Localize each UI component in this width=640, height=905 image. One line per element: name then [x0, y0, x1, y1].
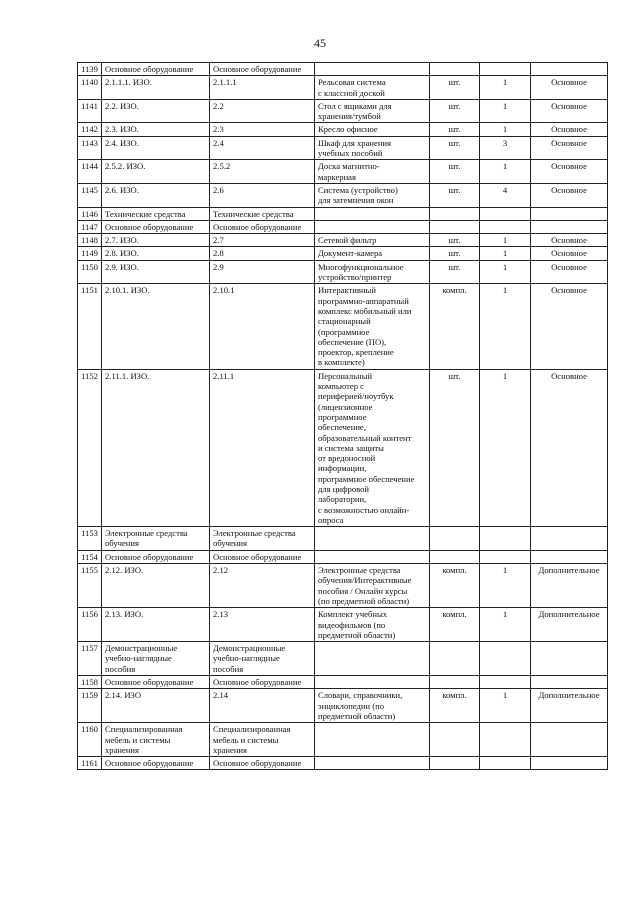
- row-number-cell: 1157: [78, 642, 102, 676]
- table-row: [78, 608, 608, 642]
- item-code-cell: 2.3. ИЗО.: [102, 123, 210, 136]
- unit-of-measure-cell: шт.: [430, 136, 480, 160]
- unit-of-measure-cell: шт.: [430, 160, 480, 184]
- item-code-cell: 2.8. ИЗО.: [102, 247, 210, 260]
- quantity-cell: 1: [480, 608, 531, 642]
- unit-of-measure-cell: [430, 220, 480, 233]
- quantity-cell: 1: [480, 369, 531, 526]
- quantity-cell: 1: [480, 260, 531, 284]
- row-number-cell: 1155: [78, 564, 102, 608]
- equipment-category-cell: Основное: [531, 284, 608, 369]
- item-reference-cell: 2.1.1.1: [210, 76, 315, 100]
- unit-of-measure-cell: шт.: [430, 123, 480, 136]
- item-code-cell: Основное оборудование: [102, 676, 210, 689]
- item-code-cell: Демонстрационные учебно-наглядные пособия: [102, 642, 210, 676]
- row-number-cell: 1140: [78, 76, 102, 100]
- table-row: [78, 527, 608, 551]
- equipment-category-cell: Основное: [531, 136, 608, 160]
- item-name-cell: [315, 550, 430, 563]
- item-code-cell: Основное оборудование: [102, 757, 210, 770]
- equipment-category-cell: Основное: [531, 183, 608, 207]
- item-reference-cell: 2.2: [210, 99, 315, 123]
- item-reference-cell: 2.5.2: [210, 160, 315, 184]
- unit-of-measure-cell: компл.: [430, 564, 480, 608]
- item-reference-cell: 2.14: [210, 689, 315, 723]
- item-code-cell: 2.2. ИЗО.: [102, 99, 210, 123]
- quantity-cell: 3: [480, 136, 531, 160]
- table-row: [78, 757, 608, 770]
- unit-of-measure-cell: компл.: [430, 608, 480, 642]
- table-row: [78, 76, 608, 100]
- row-number-cell: 1144: [78, 160, 102, 184]
- item-reference-cell: 2.7: [210, 234, 315, 247]
- table-row: [78, 369, 608, 526]
- unit-of-measure-cell: [430, 676, 480, 689]
- item-code-cell: Специализированная мебель и системы хранения: [102, 723, 210, 757]
- unit-of-measure-cell: шт.: [430, 260, 480, 284]
- table-row: [78, 183, 608, 207]
- equipment-table: [77, 62, 608, 770]
- row-number-cell: 1147: [78, 220, 102, 233]
- equipment-category-cell: [531, 207, 608, 220]
- item-name-cell: Система (устройство) для затемнения окон: [315, 183, 430, 207]
- row-number-cell: 1150: [78, 260, 102, 284]
- quantity-cell: 1: [480, 123, 531, 136]
- item-code-cell: 2.10.1. ИЗО.: [102, 284, 210, 369]
- quantity-cell: [480, 550, 531, 563]
- table-row: [78, 63, 608, 76]
- quantity-cell: 1: [480, 564, 531, 608]
- quantity-cell: 1: [480, 689, 531, 723]
- quantity-cell: [480, 220, 531, 233]
- row-number-cell: 1151: [78, 284, 102, 369]
- quantity-cell: 1: [480, 284, 531, 369]
- row-number-cell: 1160: [78, 723, 102, 757]
- equipment-category-cell: Основное: [531, 369, 608, 526]
- item-name-cell: Сетевой фильтр: [315, 234, 430, 247]
- quantity-cell: 4: [480, 183, 531, 207]
- equipment-category-cell: Основное: [531, 76, 608, 100]
- table-row: [78, 207, 608, 220]
- item-name-cell: Интерактивный программно-аппаратный комплекс мобильный или стационарный (программное обеспечение (ПО), проектор, крепление в комплекте): [315, 284, 430, 369]
- quantity-cell: 1: [480, 76, 531, 100]
- item-name-cell: Комплект учебных видеофильмов (по предметной области): [315, 608, 430, 642]
- item-code-cell: 2.11.1. ИЗО.: [102, 369, 210, 526]
- table-row: [78, 123, 608, 136]
- item-name-cell: [315, 527, 430, 551]
- page-number: 45: [314, 36, 326, 50]
- row-number-cell: 1158: [78, 676, 102, 689]
- row-number-cell: 1146: [78, 207, 102, 220]
- quantity-cell: 1: [480, 247, 531, 260]
- quantity-cell: [480, 723, 531, 757]
- quantity-cell: [480, 676, 531, 689]
- item-reference-cell: Основное оборудование: [210, 63, 315, 76]
- row-number-cell: 1139: [78, 63, 102, 76]
- row-number-cell: 1152: [78, 369, 102, 526]
- unit-of-measure-cell: шт.: [430, 247, 480, 260]
- table-row: [78, 136, 608, 160]
- quantity-cell: 1: [480, 99, 531, 123]
- item-reference-cell: 2.3: [210, 123, 315, 136]
- table-row: [78, 260, 608, 284]
- item-name-cell: Доска магнитно- маркерная: [315, 160, 430, 184]
- item-code-cell: Основное оборудование: [102, 63, 210, 76]
- item-code-cell: 2.4. ИЗО.: [102, 136, 210, 160]
- item-reference-cell: Специализированная мебель и системы хранения: [210, 723, 315, 757]
- item-name-cell: Документ-камера: [315, 247, 430, 260]
- table-row: [78, 550, 608, 563]
- item-reference-cell: Основное оборудование: [210, 757, 315, 770]
- item-reference-cell: Электронные средства обучения: [210, 527, 315, 551]
- equipment-category-cell: [531, 642, 608, 676]
- item-name-cell: [315, 757, 430, 770]
- table-row: [78, 642, 608, 676]
- item-code-cell: Основное оборудование: [102, 550, 210, 563]
- item-name-cell: Электронные средства обучения/Интерактивные пособия / Онлайн курсы (по предметной области): [315, 564, 430, 608]
- table-row: [78, 564, 608, 608]
- item-name-cell: [315, 63, 430, 76]
- unit-of-measure-cell: шт.: [430, 234, 480, 247]
- equipment-category-cell: Дополнительное: [531, 608, 608, 642]
- table-row: [78, 689, 608, 723]
- unit-of-measure-cell: [430, 207, 480, 220]
- item-code-cell: 2.14. ИЗО: [102, 689, 210, 723]
- item-name-cell: Рельсовая система с классной доской: [315, 76, 430, 100]
- table-row: [78, 284, 608, 369]
- unit-of-measure-cell: шт.: [430, 76, 480, 100]
- equipment-category-cell: Дополнительное: [531, 689, 608, 723]
- row-number-cell: 1143: [78, 136, 102, 160]
- table-row: [78, 247, 608, 260]
- item-reference-cell: 2.9: [210, 260, 315, 284]
- item-name-cell: Персональный компьютер с периферией/ноутбук (лицензионное программное обеспечение, образовательный контент и система защиты от вредоносной информации, программное обеспечение для цифровой лаборатории, с возможностью онлайн- опроса: [315, 369, 430, 526]
- row-number-cell: 1154: [78, 550, 102, 563]
- item-reference-cell: 2.8: [210, 247, 315, 260]
- unit-of-measure-cell: [430, 527, 480, 551]
- item-name-cell: Шкаф для хранения учебных пособий: [315, 136, 430, 160]
- item-code-cell: Электронные средства обучения: [102, 527, 210, 551]
- equipment-category-cell: Основное: [531, 160, 608, 184]
- unit-of-measure-cell: компл.: [430, 689, 480, 723]
- row-number-cell: 1156: [78, 608, 102, 642]
- equipment-category-cell: Основное: [531, 99, 608, 123]
- unit-of-measure-cell: [430, 63, 480, 76]
- table-row: [78, 676, 608, 689]
- item-reference-cell: 2.4: [210, 136, 315, 160]
- item-code-cell: 2.6. ИЗО.: [102, 183, 210, 207]
- row-number-cell: 1141: [78, 99, 102, 123]
- item-reference-cell: Основное оборудование: [210, 550, 315, 563]
- item-reference-cell: Технические средства: [210, 207, 315, 220]
- item-reference-cell: Основное оборудование: [210, 676, 315, 689]
- quantity-cell: 1: [480, 160, 531, 184]
- table-row: [78, 234, 608, 247]
- item-reference-cell: Основное оборудование: [210, 220, 315, 233]
- equipment-category-cell: Дополнительное: [531, 564, 608, 608]
- table-row: [78, 723, 608, 757]
- row-number-cell: 1148: [78, 234, 102, 247]
- equipment-category-cell: Основное: [531, 260, 608, 284]
- equipment-category-cell: Основное: [531, 123, 608, 136]
- item-code-cell: 2.1.1.1. ИЗО.: [102, 76, 210, 100]
- quantity-cell: 1: [480, 234, 531, 247]
- quantity-cell: [480, 642, 531, 676]
- item-name-cell: [315, 676, 430, 689]
- equipment-category-cell: [531, 723, 608, 757]
- item-reference-cell: 2.13: [210, 608, 315, 642]
- equipment-category-cell: Основное: [531, 247, 608, 260]
- unit-of-measure-cell: [430, 757, 480, 770]
- equipment-category-cell: [531, 220, 608, 233]
- quantity-cell: [480, 63, 531, 76]
- item-reference-cell: 2.11.1: [210, 369, 315, 526]
- row-number-cell: 1145: [78, 183, 102, 207]
- item-name-cell: [315, 723, 430, 757]
- row-number-cell: 1142: [78, 123, 102, 136]
- item-name-cell: [315, 642, 430, 676]
- equipment-category-cell: [531, 63, 608, 76]
- item-code-cell: 2.9. ИЗО.: [102, 260, 210, 284]
- equipment-category-cell: [531, 527, 608, 551]
- equipment-category-cell: [531, 676, 608, 689]
- item-name-cell: Кресло офисное: [315, 123, 430, 136]
- row-number-cell: 1149: [78, 247, 102, 260]
- equipment-category-cell: [531, 757, 608, 770]
- item-code-cell: 2.5.2. ИЗО.: [102, 160, 210, 184]
- unit-of-measure-cell: [430, 550, 480, 563]
- item-reference-cell: 2.12: [210, 564, 315, 608]
- quantity-cell: [480, 757, 531, 770]
- item-code-cell: 2.12. ИЗО.: [102, 564, 210, 608]
- table-row: [78, 220, 608, 233]
- item-code-cell: Технические средства: [102, 207, 210, 220]
- item-reference-cell: 2.6: [210, 183, 315, 207]
- unit-of-measure-cell: шт.: [430, 369, 480, 526]
- unit-of-measure-cell: [430, 642, 480, 676]
- item-name-cell: Стол с ящиками для хранения/тумбой: [315, 99, 430, 123]
- item-name-cell: [315, 207, 430, 220]
- item-reference-cell: Демонстрационные учебно-наглядные пособия: [210, 642, 315, 676]
- quantity-cell: [480, 207, 531, 220]
- item-reference-cell: 2.10.1: [210, 284, 315, 369]
- unit-of-measure-cell: шт.: [430, 99, 480, 123]
- equipment-category-cell: Основное: [531, 234, 608, 247]
- unit-of-measure-cell: [430, 723, 480, 757]
- item-code-cell: 2.13. ИЗО.: [102, 608, 210, 642]
- row-number-cell: 1161: [78, 757, 102, 770]
- unit-of-measure-cell: компл.: [430, 284, 480, 369]
- item-name-cell: Многофункциональное устройство/принтер: [315, 260, 430, 284]
- item-name-cell: Словари, справочники, энциклопедии (по предметной области): [315, 689, 430, 723]
- quantity-cell: [480, 527, 531, 551]
- table-body: [78, 63, 608, 770]
- row-number-cell: 1153: [78, 527, 102, 551]
- row-number-cell: 1159: [78, 689, 102, 723]
- unit-of-measure-cell: шт.: [430, 183, 480, 207]
- item-name-cell: [315, 220, 430, 233]
- item-code-cell: Основное оборудование: [102, 220, 210, 233]
- table-row: [78, 160, 608, 184]
- table-row: [78, 99, 608, 123]
- equipment-category-cell: [531, 550, 608, 563]
- item-code-cell: 2.7. ИЗО.: [102, 234, 210, 247]
